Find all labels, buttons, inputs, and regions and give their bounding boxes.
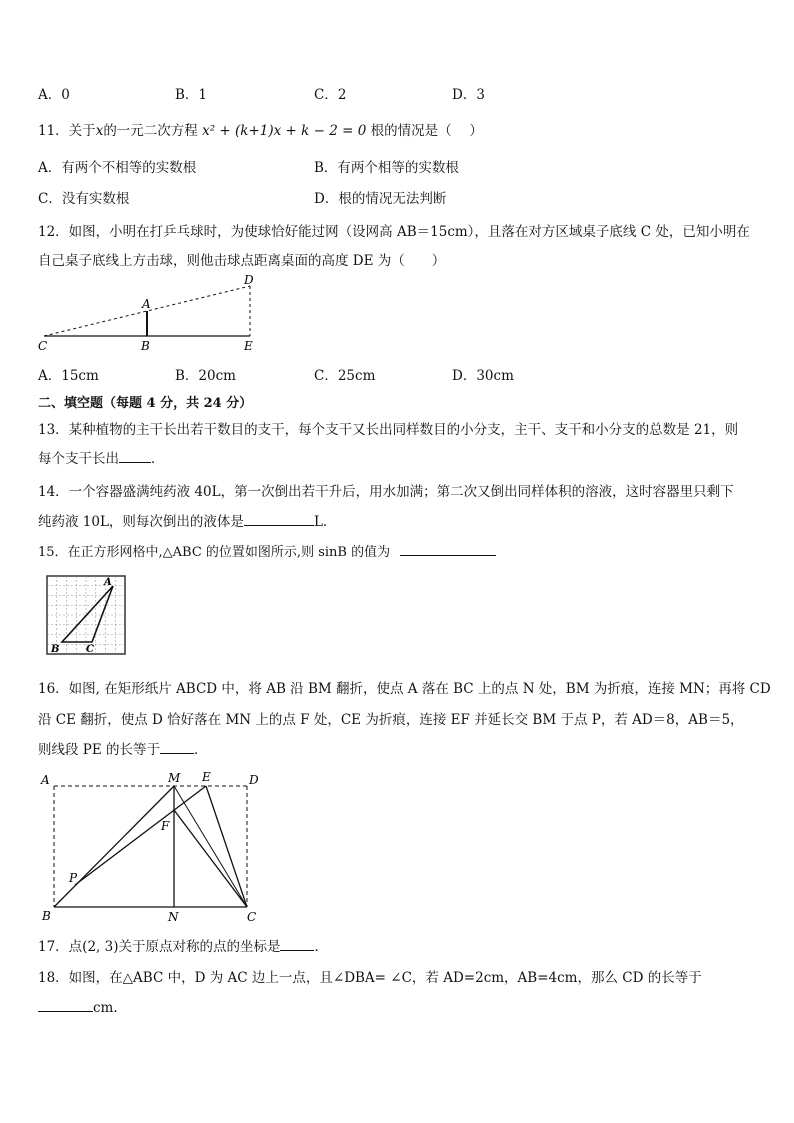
q11-option-d: D．根的情况无法判断	[314, 191, 447, 207]
q12-label-c: C	[38, 339, 48, 353]
q13-answer-blank[interactable]	[119, 448, 151, 463]
q18-line1: 18．如图，在△ABC 中，D 为 AC 边上一点，且∠DBA= ∠C，若 AD=2cm，AB=4cm，那么 CD 的长等于	[38, 970, 702, 986]
q16-figure	[34, 768, 270, 926]
q16-label-p: P	[69, 871, 78, 885]
q17-text: 17．点(2, 3)关于原点对称的点的坐标是	[38, 939, 281, 955]
q11-suffix: 根的情况是（ ）	[370, 123, 483, 139]
q11-equation: x² + (k+1)x + k − 2 = 0	[202, 123, 367, 139]
q11-mid: 的一元二次方程	[103, 123, 198, 139]
q16-line3	[38, 738, 208, 758]
q12-label-a: A	[142, 297, 151, 311]
q16-label-m: M	[168, 771, 181, 785]
q11-option-a: A．有两个不相等的实数根	[38, 160, 197, 176]
q16-label-n: N	[168, 910, 179, 924]
q12-line1: 12．如图，小明在打乒乓球时，为使球恰好能过网（设网高 AB＝15cm），且落在对方区域桌子底线 C 处，已知小明在	[38, 224, 750, 240]
q18-answer-blank[interactable]	[38, 997, 93, 1012]
q15-grid-figure	[46, 575, 126, 655]
q17-answer-blank[interactable]	[280, 936, 314, 951]
q15-label-b: B	[51, 644, 60, 655]
q18-line2-suffix: cm.	[93, 1000, 118, 1016]
q13-line2-suffix: ．	[151, 451, 165, 467]
q10-option-a: A．0	[38, 87, 70, 103]
q14-line1: 14．一个容器盛满纯药液 40L，第一次倒出若干升后，用水加满；第二次又倒出同样体积的溶液，这时容器里只剩下	[38, 484, 734, 500]
q12-options	[0, 364, 794, 384]
q15-text: 15．在正方形网格中,△ABC 的位置如图所示,则 sinB 的值为	[38, 545, 391, 560]
q13-line2	[38, 447, 165, 467]
q16-line-mc	[174, 786, 247, 907]
q12-figure	[30, 270, 270, 356]
q10-options	[0, 83, 794, 103]
q17-suffix: ．	[314, 939, 328, 955]
q15-stem	[38, 541, 496, 560]
q12-label-b: B	[141, 339, 150, 353]
q16-line2: 沿 CE 翻折，使点 D 恰好落在 MN 上的点 F 处，CE 为折痕，连接 EF 并延长交 BM 于点 P，若 AD＝8，AB＝5，	[38, 712, 744, 728]
q16-label-d: D	[249, 773, 259, 787]
q15-answer-blank[interactable]	[400, 541, 496, 556]
q11-prefix: 11．关于	[38, 123, 96, 139]
q14-answer-blank[interactable]	[244, 511, 314, 526]
q16-line-bm	[54, 786, 174, 907]
q10-option-d: D．3	[452, 87, 485, 103]
q16-line3-text: 则线段 PE 的长等于	[38, 742, 161, 758]
section2-title: 二、填空题（每题 4 分，共 24 分）	[38, 396, 253, 411]
q10-option-b: B．1	[175, 87, 208, 103]
q16-line3-suffix: ．	[194, 742, 208, 758]
q14-line2-text: 纯药液 10L，则每次倒出的液体是	[38, 514, 244, 530]
q10-option-c: C．2	[314, 87, 347, 103]
q16-label-c: C	[247, 910, 257, 924]
q16-label-a: A	[41, 773, 50, 787]
q11-option-c: C．没有实数根	[38, 191, 130, 207]
q12-option-b: B．20cm	[175, 368, 236, 384]
q13-line2-text: 每个支干长出	[38, 451, 119, 467]
q11-var: x	[95, 123, 104, 139]
q15-label-c: C	[86, 644, 94, 655]
q16-label-e: E	[202, 770, 211, 784]
q17-stem	[38, 935, 328, 955]
q18-line2	[38, 997, 118, 1016]
q12-option-d: D．30cm	[452, 368, 514, 384]
q16-line1: 16．如图, 在矩形纸片 ABCD 中，将 AB 沿 BM 翻折，使点 A 落在 BC 上的点 N 处，BM 为折痕，连接 MN；再将 CD	[38, 681, 771, 697]
q16-line-ce	[206, 786, 247, 907]
q13-line1: 13．某种植物的主干长出若干数目的支干，每个支干又长出同样数目的小分支，主干、支干和小分支的总数是 21，则	[38, 422, 739, 438]
q12-line2: 自己桌子底线上方击球，则他击球点距离桌面的高度 DE 为（ ）	[38, 253, 446, 269]
q14-line2	[38, 510, 336, 530]
q12-option-a: A．15cm	[38, 368, 99, 384]
q16-answer-blank[interactable]	[160, 739, 194, 754]
q12-label-d: D	[244, 273, 254, 287]
q12-label-e: E	[244, 339, 253, 353]
q16-label-f: F	[161, 819, 170, 833]
q11-stem	[38, 119, 483, 139]
q16-label-b: B	[42, 909, 51, 923]
q11-option-b: B．有两个相等的实数根	[314, 160, 459, 176]
q16-line-pe	[75, 786, 206, 885]
q15-label-a: A	[104, 577, 112, 588]
q11-options	[0, 156, 794, 206]
q16-line-fc	[174, 810, 247, 907]
q12-option-c: C．25cm	[314, 368, 376, 384]
q14-line2-suffix: L．	[313, 514, 337, 530]
